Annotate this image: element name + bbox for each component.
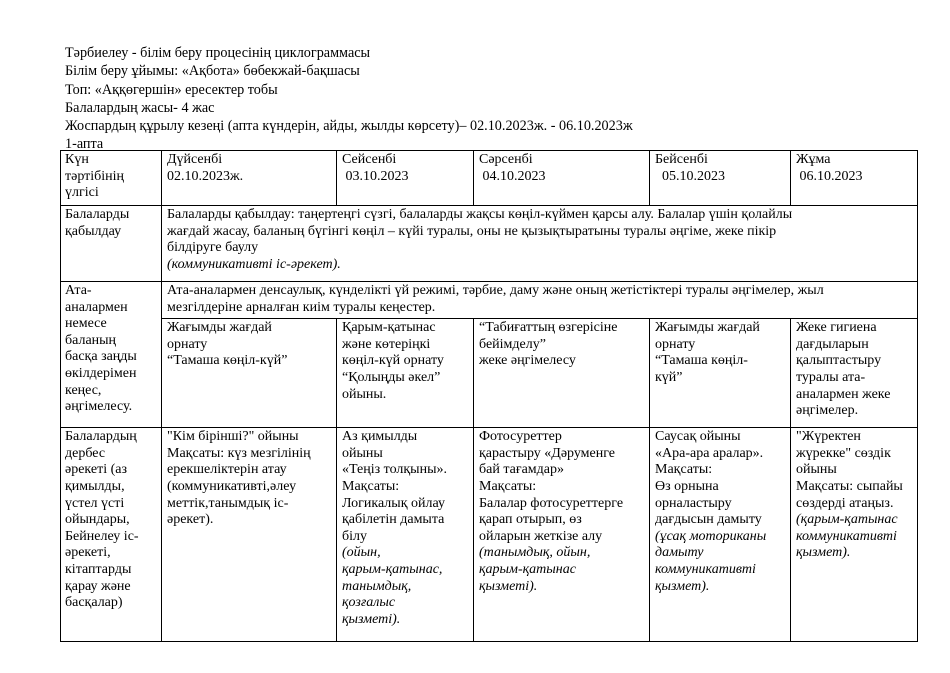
day-name: Сәрсенбі	[479, 152, 533, 167]
text-line: жүрекке" сөздік	[796, 445, 891, 461]
text-line: орнату	[167, 336, 208, 352]
activity-type: (ұсақ моториканы	[655, 528, 767, 544]
reception-text	[162, 206, 918, 282]
header-organization: Білім беру ұйымы: «Ақбота» бөбекжай-бақшасы	[65, 63, 360, 80]
day-date: 05.10.2023	[655, 168, 725, 184]
text-line: Саусақ ойыны	[655, 429, 741, 445]
text-line: Қарым-қатынас	[342, 320, 436, 336]
activity-cell-monday	[162, 428, 337, 642]
row-label-line: ойындары,	[65, 512, 130, 528]
activity-cell-thursday	[650, 428, 791, 642]
text-line: және көтеріңкі	[342, 336, 431, 352]
activity-type: (ойын,	[342, 545, 381, 561]
text-line: ойларын жеткізе алу	[479, 528, 603, 544]
header-title: Тәрбиелеу - білім беру процесінің циклограммасы	[65, 45, 371, 61]
text-line: орнату	[655, 336, 696, 352]
text-line: Логикалық ойлау	[342, 495, 445, 511]
text-line: Жағымды жағдай	[167, 320, 272, 336]
text-line: жеке әңгімелесу	[479, 353, 576, 369]
row-reception	[61, 206, 918, 282]
activity-type: (қарым-қатынас	[796, 512, 898, 528]
row-label-line: кітаптарды	[65, 561, 132, 577]
header-cell-thursday	[650, 151, 791, 206]
text-line: Аз қимылды	[342, 429, 418, 445]
header-week: 1-апта	[65, 136, 104, 153]
activity-type: қарым-қатынас	[479, 561, 576, 577]
text-line: мезгілдеріне арналған киім туралы кеңестер.	[167, 299, 436, 315]
header-cell-friday	[791, 151, 918, 206]
text-line: сөздерді атаңыз.	[796, 495, 894, 511]
text-line: әрекет).	[167, 512, 214, 528]
header-age: Балалардың жасы- 4 жас	[65, 99, 215, 116]
activity-type: қызметі).	[479, 578, 538, 594]
row-label	[61, 282, 162, 428]
text-line: (коммуникативті,әлеу	[167, 478, 297, 494]
text-line: қалыптастыру	[796, 353, 882, 369]
text-line: білдіруге баулу	[167, 240, 259, 256]
day-date: 02.10.2023ж.	[167, 168, 244, 184]
text-line: Мақсаты: күз мезгілінің	[167, 445, 311, 461]
row-label	[61, 206, 162, 282]
parents-common-text	[162, 282, 918, 319]
text-line: дағдысын дамыту	[655, 512, 762, 528]
text-line: қарастыру «Дәруменге	[479, 445, 616, 461]
header-group: Топ: «Аққөгершін» ересектер тобы	[65, 81, 278, 98]
row-label-line: басқалар)	[65, 595, 123, 611]
text-line: Мақсаты: сыпайы	[796, 478, 903, 494]
text-line: "Жүректен	[796, 429, 861, 445]
parents-cell-tuesday	[337, 319, 474, 428]
text-line: Балалар фотосуреттерге	[479, 495, 624, 511]
row-label-line: басқа заңды	[65, 349, 137, 365]
table-header-row	[61, 151, 918, 206]
row-label-line: аналармен	[65, 299, 128, 315]
text-line: «Теңіз толқыны».	[342, 462, 447, 478]
row-independent-activity	[61, 428, 918, 642]
text-line: бейімделу”	[479, 336, 546, 352]
text-line: Мақсаты:	[655, 462, 713, 478]
activity-cell-friday	[791, 428, 918, 642]
text-line: қарап отырып, өз	[479, 512, 582, 528]
day-date: 06.10.2023	[796, 168, 863, 184]
text-line: жағдай жасау, баланың бүгінгі көңіл – күйі туралы, оны не қызықтыратыны туралы әңгіме, жеке пікір	[167, 223, 777, 239]
activity-cell-wednesday	[474, 428, 650, 642]
header-cell-schedule	[61, 151, 162, 206]
day-name: Бейсенбі	[655, 152, 708, 167]
activity-type: (коммуникативті іс-әрекет).	[167, 256, 341, 272]
activity-type: қозғалыс	[342, 595, 396, 611]
text-line: аналармен жеке	[796, 386, 891, 402]
row-parents-days	[61, 319, 918, 428]
text-line: Мақсаты:	[342, 478, 400, 494]
row-label-line: кеңес,	[65, 382, 102, 398]
text-line: “Тамаша көңіл-күй”	[167, 353, 288, 369]
text-line: Жеке гигиена	[796, 320, 877, 336]
text-line: меттік,танымдық іс-	[167, 495, 289, 511]
parents-cell-friday	[791, 319, 918, 428]
activity-type: коммуникативті	[796, 528, 897, 544]
activity-type: дамыту	[655, 545, 704, 561]
text-line: Фотосуреттер	[479, 429, 562, 445]
text-line: бай тағамдар»	[479, 462, 564, 478]
activity-type: танымдық,	[342, 578, 412, 594]
activity-type: (танымдық, ойын,	[479, 545, 591, 561]
row-label-line: қабылдау	[65, 223, 122, 239]
header-cell-line: Күн	[65, 152, 89, 167]
row-label-line: Балаларды	[65, 207, 130, 222]
header-cell-line: үлгісі	[65, 185, 99, 201]
row-label-line: дербес	[65, 445, 106, 461]
row-label-line: әрекеті (аз	[65, 462, 128, 478]
row-label-line: Балалардың	[65, 429, 137, 445]
parents-cell-wednesday	[474, 319, 650, 428]
parents-cell-monday	[162, 319, 337, 428]
text-line: күй”	[655, 369, 683, 385]
header-cell-line: тәртібінің	[65, 168, 125, 184]
row-label-line: баланың	[65, 332, 117, 348]
activity-type: қызмет).	[796, 545, 851, 561]
text-line: көңіл-күй орнату	[342, 353, 444, 369]
header-period: Жоспардың құрылу кезеңі (апта күндерін, айды, жылды көрсету)– 02.10.2023ж. - 06.10.2023ж	[65, 118, 633, 135]
day-date: 04.10.2023	[479, 168, 546, 184]
text-line: Өз орнына	[655, 478, 719, 494]
parents-cell-thursday	[650, 319, 791, 428]
cyclogram-table	[60, 150, 918, 642]
activity-type: қызметі).	[342, 611, 401, 627]
row-label-line: әңгімелесу.	[65, 399, 133, 415]
text-line: Балаларды қабылдау: таңертеңгі сүзгі, балаларды жақсы көңіл-күймен қарсы алу. Балалар үшін қолайлы	[167, 207, 793, 222]
text-line: қабілетін дамыта	[342, 512, 445, 528]
text-line: Мақсаты:	[479, 478, 537, 494]
row-label-line: үстел үсті	[65, 495, 125, 511]
row-label-line: қарау және	[65, 578, 131, 594]
document-header	[65, 44, 633, 154]
row-label-line: қимылды,	[65, 478, 125, 494]
row-label-line: Бейнелеу іс-	[65, 528, 139, 544]
activity-cell-tuesday	[337, 428, 474, 642]
activity-type: коммуникативті	[655, 561, 756, 577]
text-line: "Кім бірінші?" ойыны	[167, 429, 299, 445]
text-line: дағдыларын	[796, 336, 869, 352]
day-name: Дүйсенбі	[167, 152, 223, 167]
row-parents-merged	[61, 282, 918, 319]
text-line: “Тамаша көңіл-	[655, 353, 748, 369]
text-line: “Табиғаттың өзгерісіне	[479, 320, 618, 336]
text-line: Ата-аналармен денсаулық, күнделікті үй режимі, тәрбие, даму және оның жетістіктері туралы әңгімелер, жыл	[167, 283, 824, 298]
text-line: ойыны.	[342, 386, 387, 402]
row-label-line: немесе	[65, 316, 107, 332]
text-line: ойыны	[796, 462, 837, 478]
day-name: Сейсенбі	[342, 152, 397, 167]
row-label-line: өкілдерімен	[65, 365, 137, 381]
row-label-line: Ата-	[65, 283, 92, 298]
text-line: ерекшеліктерін атау	[167, 462, 287, 478]
text-line: орналастыру	[655, 495, 732, 511]
text-line: “Қолыңды әкел”	[342, 369, 441, 385]
text-line: Жағымды жағдай	[655, 320, 760, 336]
day-name: Жұма	[796, 152, 831, 167]
text-line: туралы ата-	[796, 369, 866, 385]
text-line: «Ара-ара аралар».	[655, 445, 764, 461]
activity-type: қызмет).	[655, 578, 710, 594]
header-cell-monday	[162, 151, 337, 206]
row-label-line: әрекеті,	[65, 545, 111, 561]
text-line: ойыны	[342, 445, 383, 461]
text-line: әңгімелер.	[796, 403, 859, 419]
header-cell-wednesday	[474, 151, 650, 206]
row-label	[61, 428, 162, 642]
text-line: білу	[342, 528, 367, 544]
activity-type: қарым-қатынас,	[342, 561, 443, 577]
day-date: 03.10.2023	[342, 168, 409, 184]
header-cell-tuesday	[337, 151, 474, 206]
